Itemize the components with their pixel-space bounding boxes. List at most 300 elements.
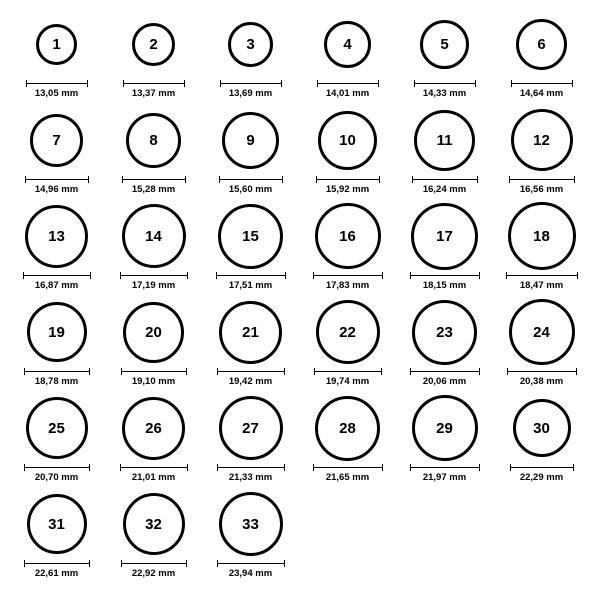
- ring-circle: [420, 20, 469, 69]
- diameter-measure: [121, 368, 187, 387]
- caliper-bar: [122, 179, 186, 180]
- diameter-measure: [410, 464, 480, 483]
- diameter-value: 17,51 mm: [228, 280, 273, 291]
- caliper-bar: [123, 83, 185, 84]
- ring-circle-wrapper: [26, 394, 88, 462]
- diameter-measure: [219, 176, 283, 195]
- caliper-icon: [314, 368, 382, 375]
- caliper-icon: [414, 80, 476, 87]
- ring-size-cell[interactable]: [105, 490, 202, 579]
- diameter-value: 14,33 mm: [422, 88, 467, 99]
- caliper-bar: [510, 467, 574, 468]
- caliper-bar: [121, 371, 187, 372]
- caliper-icon: [217, 464, 285, 471]
- diameter-value: 16,24 mm: [422, 184, 467, 195]
- ring-size-cell[interactable]: [396, 10, 493, 99]
- ring-size-cell[interactable]: [396, 202, 493, 291]
- ring-circle-wrapper: [219, 298, 282, 366]
- diameter-value: 22,61 mm: [34, 568, 79, 579]
- caliper-bar: [506, 275, 578, 276]
- ring-circle: [509, 299, 575, 365]
- caliper-tick-right: [186, 368, 187, 375]
- caliper-tick-left: [317, 80, 318, 87]
- diameter-value: 20,38 mm: [519, 376, 564, 387]
- diameter-measure: [216, 272, 286, 291]
- ring-size-cell[interactable]: [202, 298, 299, 387]
- caliper-tick-left: [23, 272, 24, 279]
- ring-circle-wrapper: [27, 490, 87, 558]
- ring-circle: [316, 300, 380, 364]
- caliper-tick-left: [511, 80, 512, 87]
- ring-circle-wrapper: [412, 298, 477, 366]
- diameter-measure: [314, 368, 382, 387]
- diameter-value: 20,70 mm: [34, 472, 79, 483]
- caliper-bar: [217, 563, 285, 564]
- ring-circle-wrapper: [132, 10, 175, 78]
- caliper-bar: [410, 467, 480, 468]
- ring-size-cell[interactable]: [105, 106, 202, 195]
- caliper-icon: [410, 368, 480, 375]
- diameter-value: 23,94 mm: [228, 568, 273, 579]
- caliper-icon: [217, 368, 285, 375]
- ring-size-label: 22: [339, 323, 356, 341]
- caliper-tick-right: [186, 560, 187, 567]
- ring-size-cell[interactable]: [493, 394, 590, 483]
- ring-circle-wrapper: [315, 202, 381, 270]
- ring-circle: [412, 300, 477, 365]
- caliper-icon: [511, 80, 573, 87]
- diameter-measure: [24, 368, 90, 387]
- ring-size-cell[interactable]: [105, 10, 202, 99]
- ring-circle: [412, 395, 478, 461]
- caliper-icon: [220, 80, 282, 87]
- ring-circle: [315, 396, 380, 461]
- caliper-bar: [316, 179, 380, 180]
- ring-size-cell[interactable]: [202, 202, 299, 291]
- ring-circle: [30, 114, 83, 167]
- caliper-icon: [219, 176, 283, 183]
- diameter-measure: [313, 272, 383, 291]
- caliper-tick-right: [284, 560, 285, 567]
- ring-circle: [508, 202, 576, 270]
- caliper-tick-left: [313, 272, 314, 279]
- ring-size-cell[interactable]: [396, 394, 493, 483]
- caliper-tick-right: [187, 464, 188, 471]
- ring-size-label: 29: [436, 419, 453, 437]
- caliper-bar: [410, 275, 480, 276]
- caliper-tick-right: [379, 176, 380, 183]
- caliper-icon: [217, 560, 285, 567]
- diameter-measure: [121, 560, 187, 579]
- caliper-icon: [24, 464, 90, 471]
- caliper-icon: [121, 368, 187, 375]
- ring-size-label: 4: [343, 35, 352, 53]
- caliper-icon: [313, 464, 383, 471]
- caliper-tick-left: [217, 368, 218, 375]
- caliper-tick-left: [410, 368, 411, 375]
- ring-circle-wrapper: [219, 394, 283, 462]
- ring-circle-wrapper: [508, 202, 576, 270]
- caliper-tick-right: [378, 80, 379, 87]
- ring-size-label: 6: [537, 35, 546, 53]
- ring-circle-wrapper: [27, 298, 87, 366]
- ring-size-cell[interactable]: [8, 394, 105, 483]
- diameter-value: 21,97 mm: [422, 472, 467, 483]
- caliper-icon: [122, 176, 186, 183]
- diameter-value: 19,74 mm: [325, 376, 370, 387]
- diameter-measure: [26, 80, 88, 99]
- ring-circle-wrapper: [324, 10, 371, 78]
- caliper-bar: [220, 83, 282, 84]
- ring-circle-wrapper: [509, 298, 575, 366]
- caliper-bar: [24, 371, 90, 372]
- diameter-value: 15,92 mm: [325, 184, 370, 195]
- ring-circle-wrapper: [411, 202, 478, 270]
- caliper-tick-right: [479, 464, 480, 471]
- ring-circle-wrapper: [123, 298, 184, 366]
- ring-circle-wrapper: [36, 10, 77, 78]
- diameter-measure: [510, 464, 574, 483]
- diameter-measure: [410, 368, 480, 387]
- ring-circle: [513, 399, 571, 457]
- caliper-tick-left: [217, 560, 218, 567]
- ring-circle: [126, 113, 181, 168]
- ring-size-label: 31: [48, 515, 65, 533]
- caliper-icon: [216, 272, 286, 279]
- ring-size-cell[interactable]: [299, 10, 396, 99]
- diameter-measure: [316, 176, 380, 195]
- ring-circle-wrapper: [222, 106, 279, 174]
- caliper-icon: [120, 464, 188, 471]
- caliper-bar: [217, 371, 285, 372]
- caliper-tick-left: [24, 368, 25, 375]
- ring-circle: [228, 22, 273, 67]
- caliper-bar: [120, 275, 188, 276]
- caliper-tick-right: [382, 272, 383, 279]
- diameter-measure: [24, 560, 90, 579]
- caliper-tick-right: [573, 464, 574, 471]
- diameter-measure: [24, 464, 90, 483]
- caliper-bar: [121, 563, 187, 564]
- caliper-icon: [509, 176, 575, 183]
- caliper-tick-right: [284, 464, 285, 471]
- caliper-tick-right: [282, 176, 283, 183]
- diameter-value: 13,05 mm: [34, 88, 79, 99]
- ring-size-label: 16: [339, 227, 356, 245]
- caliper-icon: [24, 560, 90, 567]
- ring-size-label: 33: [242, 515, 259, 533]
- diameter-value: 18,47 mm: [519, 280, 564, 291]
- ring-row: [8, 490, 592, 586]
- ring-circle: [123, 302, 184, 363]
- caliper-bar: [217, 467, 285, 468]
- ring-circle-wrapper: [123, 490, 185, 558]
- caliper-tick-left: [26, 80, 27, 87]
- diameter-value: 18,15 mm: [422, 280, 467, 291]
- ring-circle: [123, 493, 185, 555]
- ring-circle-wrapper: [315, 394, 380, 462]
- ring-circle: [26, 397, 88, 459]
- caliper-tick-right: [184, 80, 185, 87]
- caliper-tick-right: [475, 80, 476, 87]
- ring-size-label: 32: [145, 515, 162, 533]
- caliper-icon: [410, 272, 480, 279]
- ring-size-label: 12: [533, 131, 550, 149]
- caliper-icon: [316, 176, 380, 183]
- caliper-tick-right: [281, 80, 282, 87]
- caliper-tick-left: [414, 80, 415, 87]
- ring-size-label: 19: [48, 323, 65, 341]
- caliper-tick-right: [574, 176, 575, 183]
- ring-size-label: 2: [149, 35, 158, 53]
- ring-circle-wrapper: [511, 106, 573, 174]
- caliper-tick-left: [120, 272, 121, 279]
- ring-size-cell[interactable]: [493, 298, 590, 387]
- caliper-tick-right: [185, 176, 186, 183]
- diameter-measure: [317, 80, 379, 99]
- diameter-measure: [23, 272, 91, 291]
- ring-circle-wrapper: [420, 10, 469, 78]
- ring-size-cell[interactable]: [8, 298, 105, 387]
- ring-size-label: 13: [48, 227, 65, 245]
- ring-circle: [36, 24, 77, 65]
- ring-circle-wrapper: [126, 106, 181, 174]
- caliper-tick-left: [25, 176, 26, 183]
- caliper-tick-right: [479, 272, 480, 279]
- caliper-tick-right: [285, 272, 286, 279]
- caliper-tick-left: [123, 80, 124, 87]
- caliper-tick-left: [314, 368, 315, 375]
- ring-circle: [219, 396, 283, 460]
- diameter-measure: [220, 80, 282, 99]
- caliper-bar: [410, 371, 480, 372]
- ring-circle: [324, 21, 371, 68]
- caliper-bar: [509, 179, 575, 180]
- ring-size-cell[interactable]: [8, 490, 105, 579]
- caliper-icon: [24, 368, 90, 375]
- caliper-tick-right: [477, 176, 478, 183]
- caliper-tick-right: [89, 560, 90, 567]
- ring-circle-wrapper: [414, 106, 475, 174]
- diameter-value: 17,19 mm: [131, 280, 176, 291]
- ring-size-label: 1: [52, 35, 61, 53]
- diameter-value: 13,69 mm: [228, 88, 273, 99]
- caliper-tick-left: [122, 176, 123, 183]
- caliper-tick-left: [410, 464, 411, 471]
- caliper-bar: [23, 275, 91, 276]
- ring-circle: [414, 110, 475, 171]
- ring-size-label: 30: [533, 419, 550, 437]
- diameter-value: 22,29 mm: [519, 472, 564, 483]
- caliper-bar: [216, 275, 286, 276]
- ring-size-label: 9: [246, 131, 255, 149]
- ring-row: [8, 106, 592, 202]
- caliper-tick-left: [220, 80, 221, 87]
- caliper-tick-left: [24, 464, 25, 471]
- ring-circle: [27, 302, 87, 362]
- caliper-bar: [24, 563, 90, 564]
- ring-circle-wrapper: [412, 394, 478, 462]
- caliper-icon: [510, 464, 574, 471]
- ring-size-cell[interactable]: [299, 298, 396, 387]
- ring-size-cell[interactable]: [202, 106, 299, 195]
- ring-size-cell[interactable]: [396, 106, 493, 195]
- diameter-value: 18,78 mm: [34, 376, 79, 387]
- ring-circle: [27, 494, 87, 554]
- diameter-measure: [217, 464, 285, 483]
- ring-circle-wrapper: [122, 394, 185, 462]
- ring-size-label: 11: [436, 131, 453, 149]
- caliper-tick-right: [284, 368, 285, 375]
- ring-circle-wrapper: [316, 298, 380, 366]
- ring-size-label: 18: [533, 227, 550, 245]
- caliper-tick-right: [89, 368, 90, 375]
- ring-row: [8, 202, 592, 298]
- ring-circle: [318, 111, 377, 170]
- diameter-measure: [410, 272, 480, 291]
- diameter-measure: [509, 176, 575, 195]
- caliper-tick-left: [509, 176, 510, 183]
- diameter-value: 14,01 mm: [325, 88, 370, 99]
- ring-size-cell[interactable]: [105, 298, 202, 387]
- caliper-bar: [507, 371, 577, 372]
- diameter-value: 15,28 mm: [131, 184, 176, 195]
- diameter-value: 22,92 mm: [131, 568, 176, 579]
- caliper-tick-left: [217, 464, 218, 471]
- ring-size-cell[interactable]: [202, 490, 299, 579]
- caliper-tick-right: [572, 80, 573, 87]
- ring-size-cell[interactable]: [493, 106, 590, 195]
- ring-circle: [315, 203, 381, 269]
- ring-circle-wrapper: [513, 394, 571, 462]
- ring-circle: [219, 301, 282, 364]
- caliper-bar: [24, 467, 90, 468]
- diameter-measure: [122, 176, 186, 195]
- ring-size-cell[interactable]: [299, 202, 396, 291]
- diameter-measure: [120, 464, 188, 483]
- caliper-tick-right: [187, 272, 188, 279]
- caliper-tick-left: [412, 176, 413, 183]
- ring-circle-wrapper: [25, 202, 88, 270]
- ring-circle: [25, 205, 88, 268]
- diameter-value: 13,37 mm: [131, 88, 176, 99]
- diameter-measure: [507, 368, 577, 387]
- caliper-bar: [511, 83, 573, 84]
- ring-size-label: 17: [436, 227, 453, 245]
- ring-circle: [132, 23, 175, 66]
- ring-size-cell[interactable]: [8, 106, 105, 195]
- caliper-tick-right: [88, 176, 89, 183]
- ring-size-label: 10: [339, 131, 356, 149]
- caliper-bar: [26, 83, 88, 84]
- diameter-value: 20,06 mm: [422, 376, 467, 387]
- ring-size-label: 26: [145, 419, 162, 437]
- caliper-bar: [317, 83, 379, 84]
- ring-size-cell[interactable]: [396, 298, 493, 387]
- caliper-tick-right: [577, 272, 578, 279]
- caliper-bar: [120, 467, 188, 468]
- ring-size-cell[interactable]: [8, 202, 105, 291]
- caliper-tick-left: [510, 464, 511, 471]
- ring-size-label: 23: [436, 323, 453, 341]
- diameter-measure: [123, 80, 185, 99]
- ring-size-cell[interactable]: [202, 10, 299, 99]
- diameter-value: 14,96 mm: [34, 184, 79, 195]
- diameter-value: 16,87 mm: [34, 280, 79, 291]
- diameter-measure: [25, 176, 89, 195]
- ring-size-label: 27: [242, 419, 259, 437]
- caliper-bar: [313, 467, 383, 468]
- ring-circle: [511, 109, 573, 171]
- caliper-tick-right: [87, 80, 88, 87]
- ring-size-label: 15: [242, 227, 259, 245]
- diameter-value: 15,60 mm: [228, 184, 273, 195]
- ring-size-label: 28: [339, 419, 356, 437]
- caliper-icon: [317, 80, 379, 87]
- ring-circle: [218, 204, 283, 269]
- caliper-tick-left: [216, 272, 217, 279]
- diameter-value: 19,42 mm: [228, 376, 273, 387]
- caliper-icon: [120, 272, 188, 279]
- caliper-tick-left: [313, 464, 314, 471]
- ring-size-cell[interactable]: [202, 394, 299, 483]
- caliper-bar: [219, 179, 283, 180]
- ring-circle-wrapper: [218, 202, 283, 270]
- ring-row: [8, 394, 592, 490]
- ring-size-label: 24: [533, 323, 550, 341]
- ring-size-cell[interactable]: [105, 202, 202, 291]
- diameter-measure: [120, 272, 188, 291]
- diameter-value: 16,56 mm: [519, 184, 564, 195]
- ring-circle: [411, 203, 478, 270]
- ring-circle: [219, 492, 283, 556]
- caliper-bar: [313, 275, 383, 276]
- ring-size-label: 20: [145, 323, 162, 341]
- ring-size-cell[interactable]: [299, 106, 396, 195]
- diameter-measure: [412, 176, 478, 195]
- ring-row: [8, 298, 592, 394]
- caliper-icon: [412, 176, 478, 183]
- ring-circle: [122, 397, 185, 460]
- caliper-tick-left: [121, 560, 122, 567]
- caliper-icon: [121, 560, 187, 567]
- caliper-tick-right: [90, 272, 91, 279]
- caliper-icon: [410, 464, 480, 471]
- caliper-tick-left: [410, 272, 411, 279]
- diameter-measure: [414, 80, 476, 99]
- diameter-value: 17,83 mm: [325, 280, 370, 291]
- ring-size-cell[interactable]: [493, 10, 590, 99]
- caliper-tick-right: [479, 368, 480, 375]
- ring-size-cell[interactable]: [299, 394, 396, 483]
- ring-circle-wrapper: [30, 106, 83, 174]
- ring-size-label: 21: [242, 323, 259, 341]
- ring-size-label: 5: [440, 35, 449, 53]
- caliper-tick-left: [121, 368, 122, 375]
- ring-size-cell[interactable]: [493, 202, 590, 291]
- caliper-icon: [26, 80, 88, 87]
- diameter-measure: [506, 272, 578, 291]
- caliper-bar: [414, 83, 476, 84]
- caliper-icon: [123, 80, 185, 87]
- diameter-measure: [313, 464, 383, 483]
- ring-size-cell[interactable]: [105, 394, 202, 483]
- ring-circle: [122, 204, 186, 268]
- caliper-tick-left: [506, 272, 507, 279]
- caliper-bar: [314, 371, 382, 372]
- caliper-icon: [25, 176, 89, 183]
- ring-size-cell[interactable]: [8, 10, 105, 99]
